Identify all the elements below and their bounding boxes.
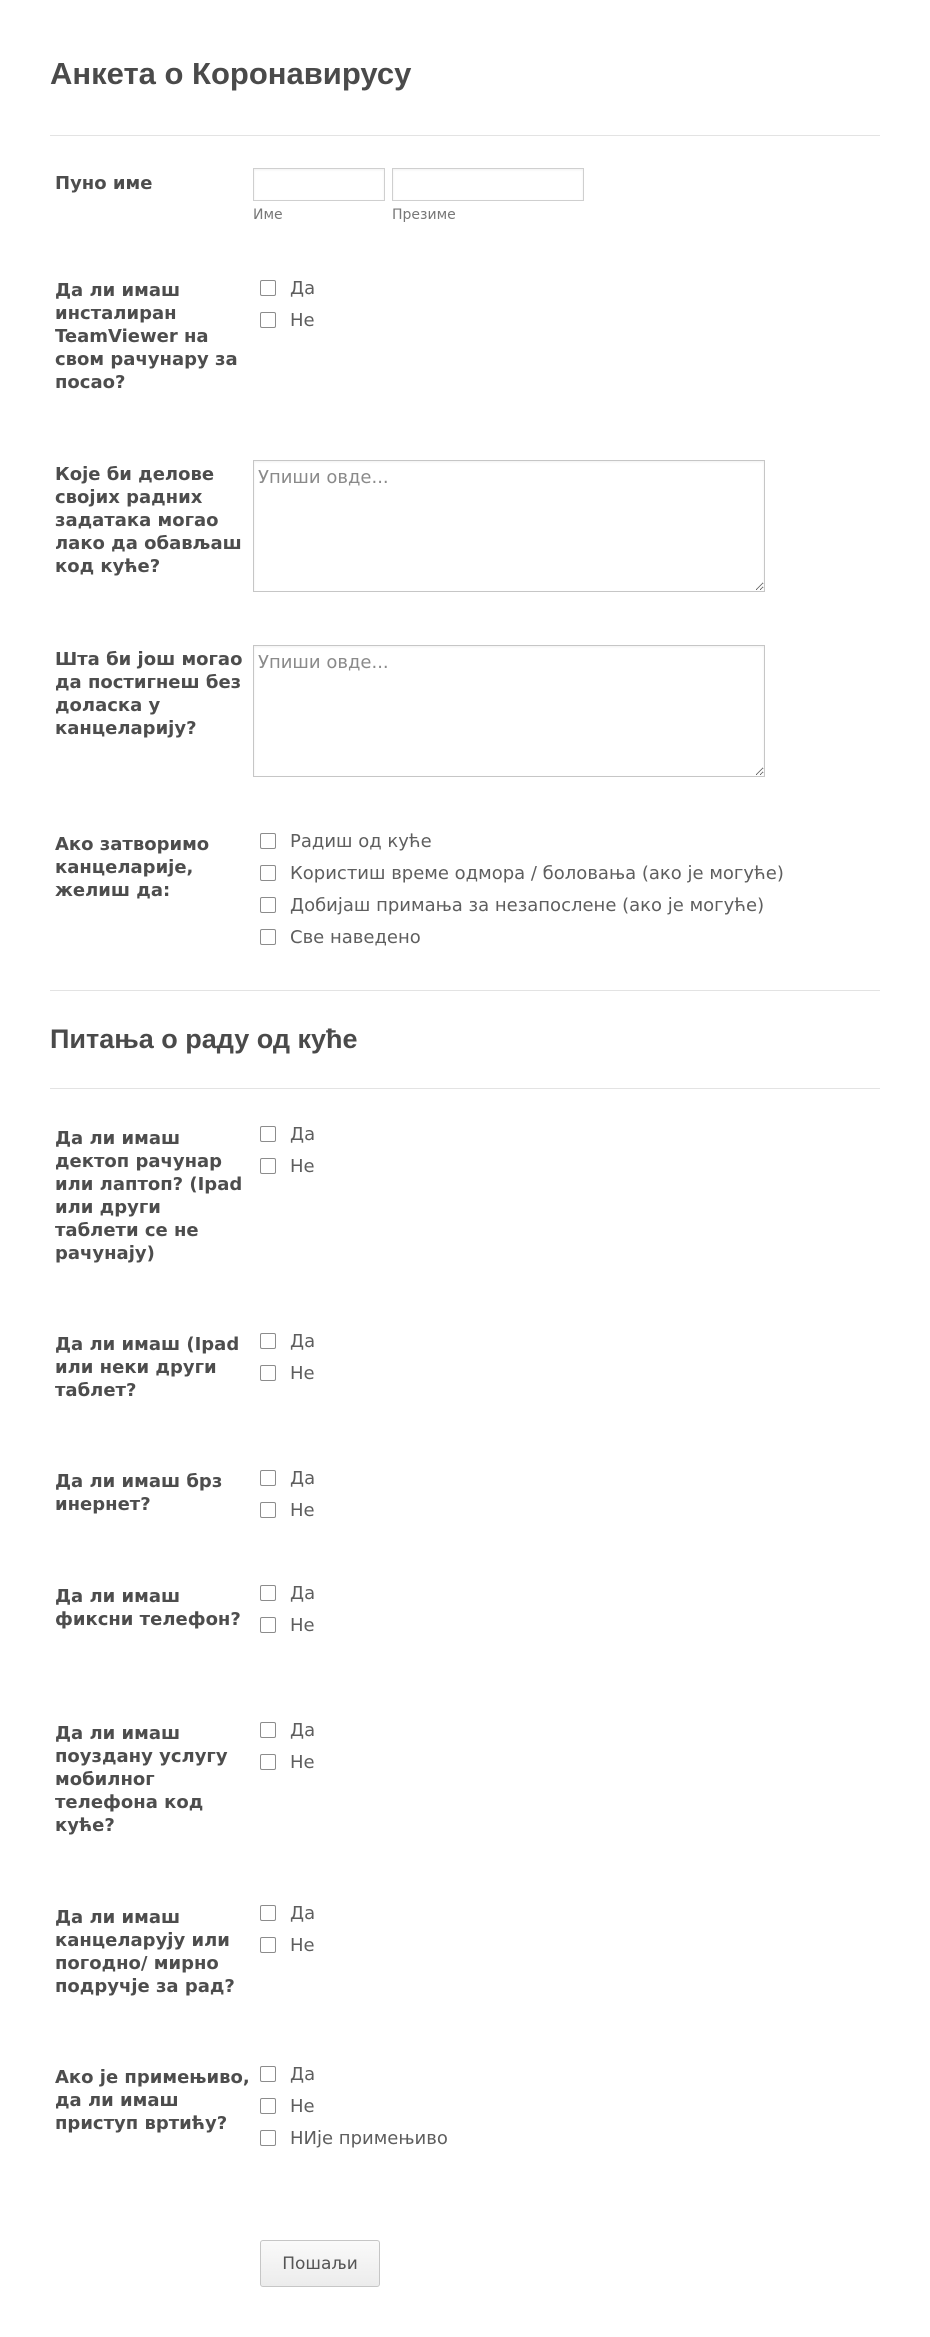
checkbox[interactable] [260, 1722, 276, 1738]
first-name-input[interactable] [253, 168, 385, 201]
tasks-question-label: Које би делове својих радних задатака могао лако да обављаш код куће? [55, 464, 242, 577]
checkbox[interactable] [260, 1333, 276, 1349]
checkbox[interactable] [260, 2130, 276, 2146]
checkbox[interactable] [260, 833, 276, 849]
checkbox[interactable] [260, 1905, 276, 1921]
teamviewer-question-label: Да ли имаш инсталиран TeamViewer на свом рачунару за посао? [55, 280, 238, 393]
teamviewer-option-yes[interactable]: Да [260, 272, 315, 304]
full-name-label: Пуно име [55, 173, 153, 194]
office-option-yes[interactable]: Да [260, 1897, 315, 1929]
computer-option-no[interactable]: Не [260, 1150, 315, 1182]
checkbox[interactable] [260, 1617, 276, 1633]
internet-option-yes[interactable]: Да [260, 1462, 315, 1494]
office-question-label: Да ли имаш канцеларују или погодно/ мирно подручје за рад? [55, 1907, 235, 1997]
checkbox[interactable] [260, 1365, 276, 1381]
close-option-unemployment[interactable]: Добијаш примања за незапослене (ако је могуће) [260, 889, 784, 921]
computer-question-label: Да ли имаш дектоп рачунар или лаптоп? (Ipad или други таблети се не рачунају) [55, 1128, 243, 1264]
close-option-work-from-home[interactable]: Радиш од куће [260, 825, 784, 857]
tablet-options [260, 1325, 315, 1389]
more-question-label: Шта би још могао да постигнеш без доласка у канцеларију? [55, 649, 243, 739]
checkbox[interactable] [260, 1754, 276, 1770]
childcare-question-label: Ако је примењиво, да ли имаш приступ вртићу? [55, 2067, 250, 2134]
childcare-option-yes[interactable]: Да [260, 2058, 448, 2090]
checkbox[interactable] [260, 1502, 276, 1518]
landline-options [260, 1577, 315, 1641]
close-offices-options [260, 825, 784, 953]
checkbox[interactable] [260, 1126, 276, 1142]
divider [50, 135, 880, 136]
checkbox[interactable] [260, 897, 276, 913]
checkbox[interactable] [260, 2066, 276, 2082]
landline-question-label: Да ли имаш фиксни телефон? [55, 1586, 241, 1630]
internet-options [260, 1462, 315, 1526]
form-title: Анкета о Коронавирусу [50, 56, 412, 91]
last-name-sublabel: Презиме [392, 207, 456, 223]
checkbox[interactable] [260, 312, 276, 328]
computer-option-yes[interactable]: Да [260, 1118, 315, 1150]
computer-options [260, 1118, 315, 1182]
checkbox[interactable] [260, 1470, 276, 1486]
divider [50, 1088, 880, 1089]
checkbox[interactable] [260, 1585, 276, 1601]
checkbox[interactable] [260, 1937, 276, 1953]
childcare-options [260, 2058, 448, 2154]
internet-option-no[interactable]: Не [260, 1494, 315, 1526]
landline-option-yes[interactable]: Да [260, 1577, 315, 1609]
teamviewer-option-no[interactable]: Не [260, 304, 315, 336]
teamviewer-options [260, 272, 315, 336]
divider [50, 990, 880, 991]
office-options [260, 1897, 315, 1961]
checkbox[interactable] [260, 280, 276, 296]
last-name-input[interactable] [392, 168, 584, 201]
mobile-option-no[interactable]: Не [260, 1746, 315, 1778]
section-title: Питања о раду од куће [50, 1024, 358, 1054]
mobile-question-label: Да ли имаш поуздану услугу мобилног телефона код куће? [55, 1723, 228, 1836]
childcare-option-no[interactable]: Не [260, 2090, 448, 2122]
more-textarea[interactable] [253, 645, 765, 777]
checkbox[interactable] [260, 1158, 276, 1174]
childcare-option-not-applicable[interactable]: НИје примењиво [260, 2122, 448, 2154]
close-option-leave[interactable]: Користиш време одмора / боловања (ако је могуће) [260, 857, 784, 889]
close-option-all[interactable]: Све наведено [260, 921, 784, 953]
tablet-question-label: Да ли имаш (Ipad или неки други таблет? [55, 1334, 240, 1401]
landline-option-no[interactable]: Не [260, 1609, 315, 1641]
mobile-option-yes[interactable]: Да [260, 1714, 315, 1746]
close-offices-question-label: Ако затворимо канцеларије, желиш да: [55, 834, 210, 901]
internet-question-label: Да ли имаш брз инернет? [55, 1471, 223, 1515]
first-name-sublabel: Име [253, 207, 283, 223]
tablet-option-no[interactable]: Не [260, 1357, 315, 1389]
checkbox[interactable] [260, 2098, 276, 2114]
checkbox[interactable] [260, 865, 276, 881]
tasks-textarea[interactable] [253, 460, 765, 592]
office-option-no[interactable]: Не [260, 1929, 315, 1961]
submit-button[interactable]: Пошаљи [260, 2240, 380, 2287]
tablet-option-yes[interactable]: Да [260, 1325, 315, 1357]
mobile-options [260, 1714, 315, 1778]
checkbox[interactable] [260, 929, 276, 945]
